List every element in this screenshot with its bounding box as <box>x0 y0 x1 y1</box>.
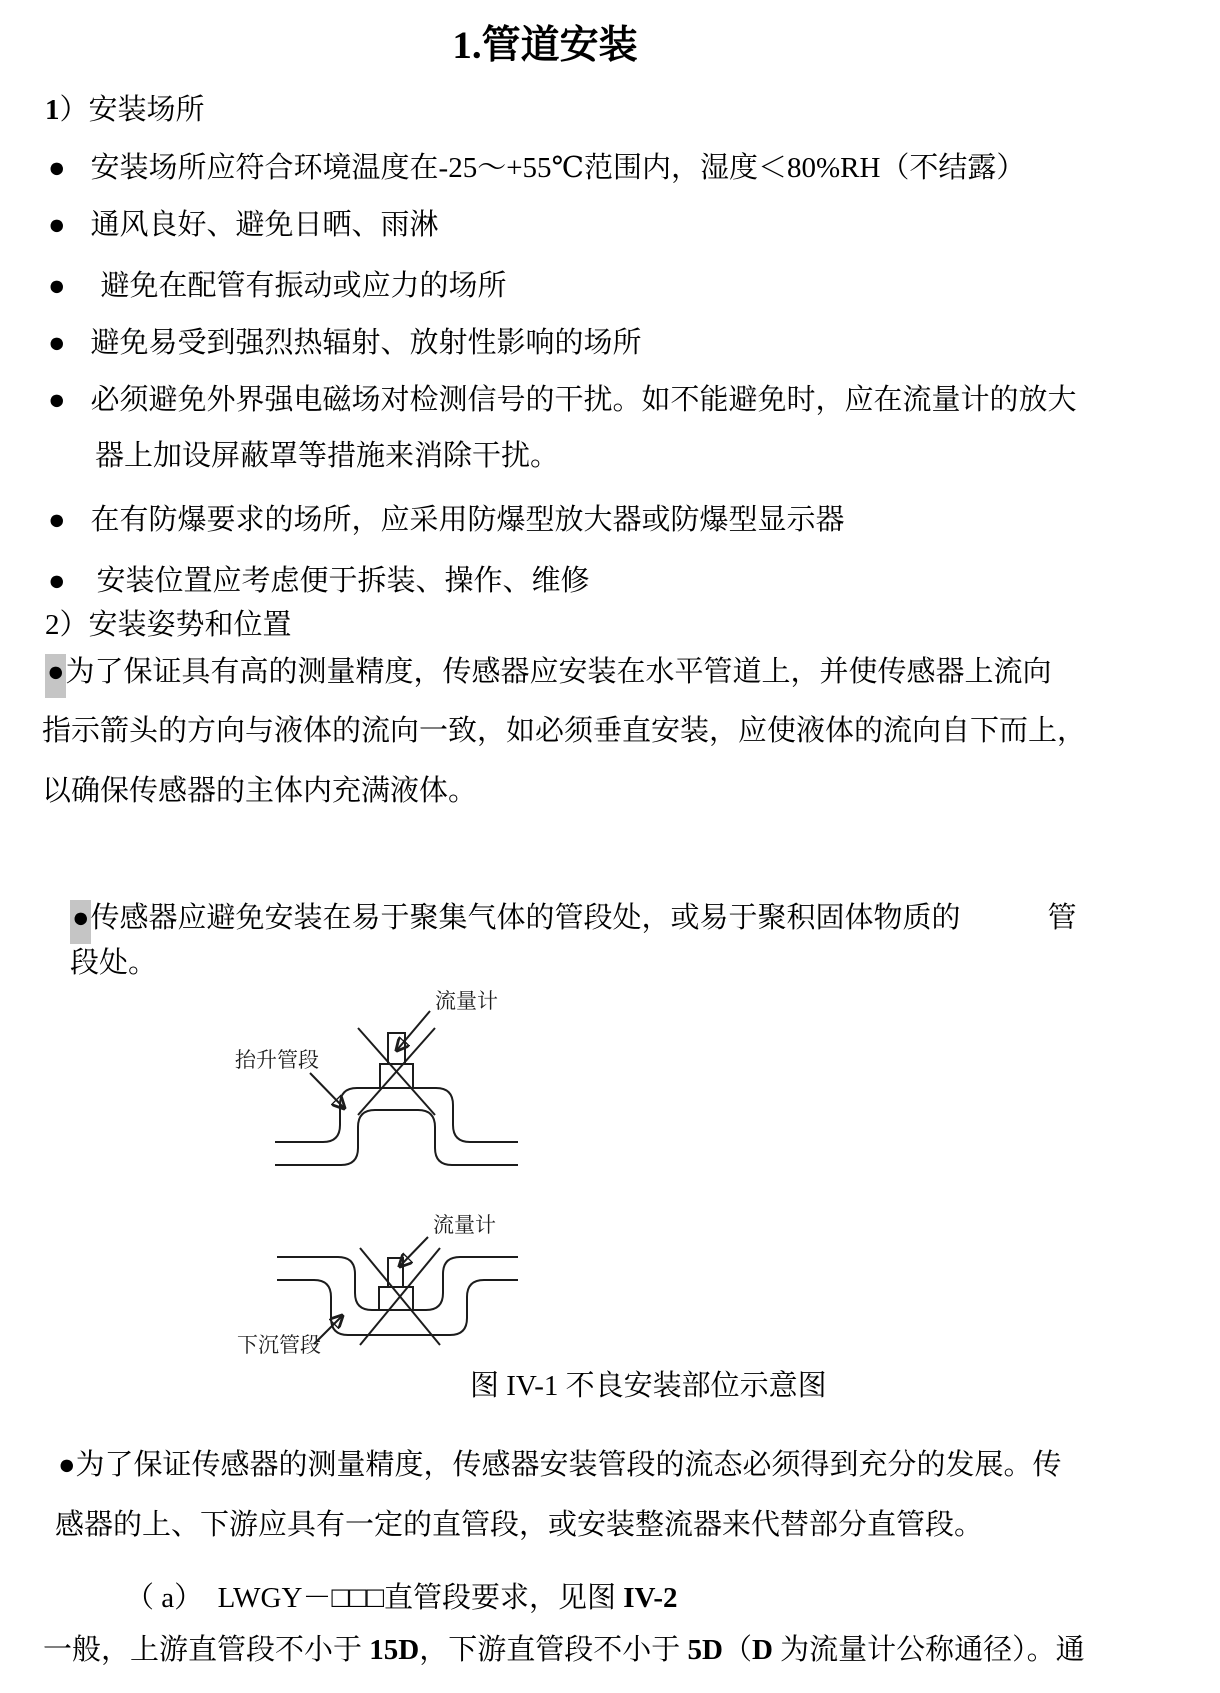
paragraph-line: 一般，上游直管段不小于 15D，下游直管段不小于 5D（D 为流量计公称通径）。通 <box>43 1634 1085 1666</box>
bullet-text: 安装场所应符合环境温度在-25～+55℃范围内，湿度＜80%RH（不结露） <box>90 152 1026 184</box>
bullet-icon: ● <box>48 384 66 416</box>
flowmeter-label: 流量计 <box>435 989 498 1013</box>
flowmeter-body <box>388 1258 403 1287</box>
highlighted-bullet-icon: ● <box>45 654 66 698</box>
bullet-item <box>48 148 1025 188</box>
flowmeter-label: 流量计 <box>433 1213 496 1237</box>
bullet-text: 安装位置应考虑便于拆装、操作、维修 <box>96 565 590 597</box>
paragraph-text: 为了保证具有高的测量精度，传感器应安装在水平管道上，并使传感器上流向 <box>65 656 1052 688</box>
bullet-item <box>48 561 590 601</box>
bullet-icon: ● <box>48 209 66 241</box>
pipe-section-label: 下沉管段 <box>237 1333 321 1357</box>
paragraph-line: 以确保传感器的主体内充满液体。 <box>42 775 478 807</box>
highlighted-bullet-icon: ● <box>70 900 91 944</box>
bullet-text-continuation: 器上加设屏蔽罩等措施来消除干扰。 <box>95 440 560 472</box>
list-item-a: （ a） LWGY－□□□直管段要求，见图 IV-2 <box>125 1582 678 1614</box>
diagram-raised-pipe-section <box>230 975 530 1175</box>
figure-caption: 图 IV-1 不良安装部位示意图 <box>470 1370 827 1402</box>
paragraph-line <box>58 1445 1062 1485</box>
paragraph-text: 为了保证传感器的测量精度，传感器安装管段的流态必须得到充分的发展。传 <box>75 1449 1062 1481</box>
pipe-section-leader-arrow <box>310 1073 344 1108</box>
section-heading-2: 2）安装姿势和位置 <box>45 609 292 641</box>
bullet-text: 通风良好、避免日晒、雨淋 <box>90 209 439 241</box>
bullet-icon: ● <box>48 152 66 184</box>
bullet-icon: ● <box>48 327 66 359</box>
bullet-item <box>48 500 845 540</box>
bullet-item <box>48 323 642 363</box>
pipe-section-leader-arrow <box>314 1316 342 1344</box>
bullet-icon: ● <box>48 270 66 302</box>
bullet-icon: ● <box>58 1449 76 1481</box>
bullet-item <box>48 266 507 306</box>
diagram-sunken-pipe-section <box>230 1200 530 1365</box>
bullet-item <box>48 205 439 245</box>
bullet-item <box>48 380 1077 420</box>
paragraph-line <box>70 898 1077 938</box>
flowmeter-leader-arrow <box>397 1011 430 1050</box>
flowmeter-leader-arrow <box>400 1237 428 1266</box>
bullet-text: 避免在配管有振动或应力的场所 <box>100 270 507 302</box>
pipe-section-label: 抬升管段 <box>235 1048 319 1072</box>
section-heading-1: 1）安装场所 <box>45 94 205 126</box>
paragraph-text: 传感器应避免安装在易于聚集气体的管段处，或易于聚积固体物质的 管 <box>90 902 1077 934</box>
page-title: 1.管道安装 <box>452 24 638 67</box>
bullet-icon: ● <box>48 504 66 536</box>
bullet-text: 在有防爆要求的场所，应采用防爆型放大器或防爆型显示器 <box>90 504 845 536</box>
pipe-inner-wall <box>275 1110 518 1165</box>
bullet-icon: ● <box>48 565 66 597</box>
paragraph-line: 感器的上、下游应具有一定的直管段，或安装整流器来代替部分直管段。 <box>55 1509 984 1541</box>
bullet-text: 必须避免外界强电磁场对检测信号的干扰。如不能避免时，应在流量计的放大 <box>90 384 1077 416</box>
flowmeter-body <box>388 1033 405 1064</box>
paragraph-line <box>45 652 1052 692</box>
pipe-outer-wall <box>275 1088 518 1142</box>
paragraph-line: 指示箭头的方向与液体的流向一致，如必须垂直安装，应使液体的流向自下而上， <box>42 715 1087 747</box>
paragraph-line: 段处。 <box>70 947 158 979</box>
bullet-text: 避免易受到强烈热辐射、放射性影响的场所 <box>90 327 642 359</box>
